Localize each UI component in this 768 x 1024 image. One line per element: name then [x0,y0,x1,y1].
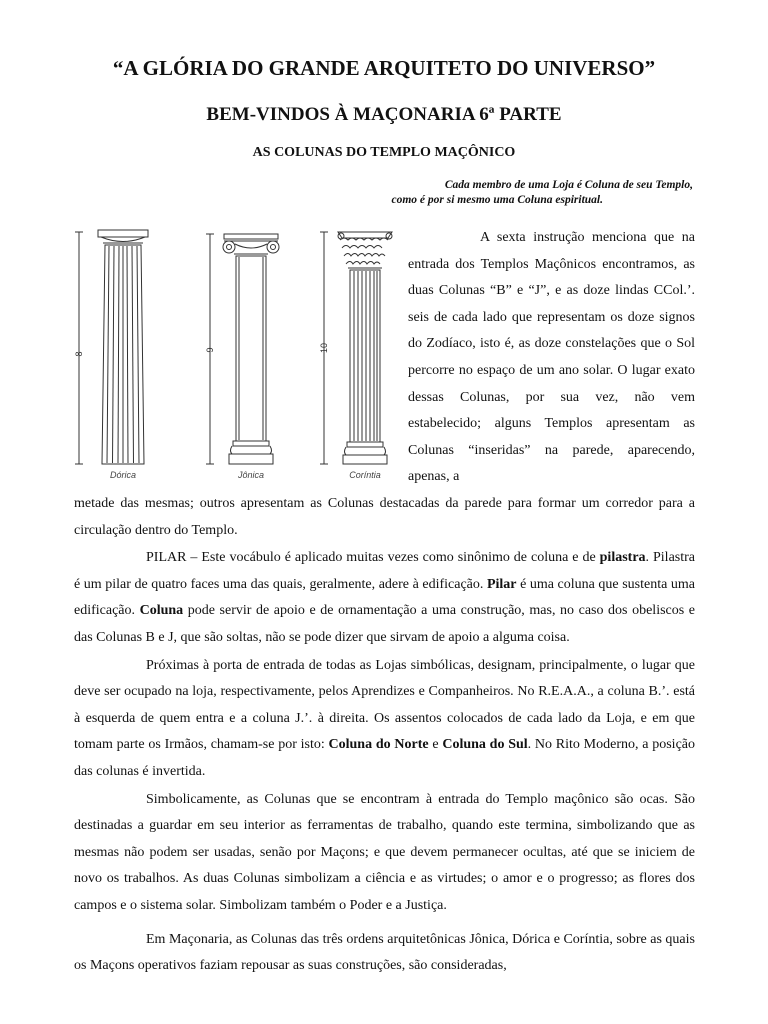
corinthian-caption: Coríntia [349,470,381,480]
paragraph-pilar [74,545,695,651]
paragraph-continuation: metade das mesmas; outros apresentam as Colunas destacadas da parede para formar um corredor para a circulação dentro do Templo. [74,496,695,538]
epigraph [360,178,693,208]
section-title: AS COLUNAS DO TEMPLO MAÇÔNICO [252,145,516,160]
bold-term-pilar: Pilar [486,576,517,592]
bold-term-coluna-do-sul: Coluna do Sul [442,737,528,753]
corinthian-column-drawing [320,232,392,464]
intro-paragraph: A sexta instrução menciona que na entrada dos Templos Maçônicos encontramos, as duas Colunas “B” e “J”, e as doze lindas CCol.’. seis de cada lado que representam os doze signos do Zodíaco, isto é, as doze constelações que o Sol percorre no espaço de um ano solar. O lugar exato dessas Colunas, por sua vez, não vem estabelecido; alguns Templos apresentam as Colunas “inseridas” na parede, aparecendo, apenas, a [408,230,695,485]
body-text [74,491,695,980]
paragraph-ordens: Em Maçonaria, as Colunas das três ordens arquitetônicas Jônica, Dórica e Coríntia, sobre as quais os Maçons operativos faziam repousar as suas construções, são consideradas, [74,931,695,974]
text-run: Próximas à porta de entrada de todas as Lojas simbólicas, designam, principalmente, o lugar que deve ser ocupado na loja, respectivamente, pelos Aprendizes e Companheiros. No R.E.A.A., a coluna B.’. está à esquerda de quem entra e a coluna J.’. à direita. Os assentos colocados de cada lado da Loja, e em que tomam parte os Irmãos, chamam-se por isto: [74,657,695,753]
doric-dimension: 8 [74,351,84,357]
text-run: PILAR – Este vocábulo é aplicado muitas vezes como sinônimo de coluna e de [146,550,600,566]
ionic-caption: Jônica [237,470,265,480]
epigraph-line-2: como é por si mesmo uma Coluna espiritual. [391,194,603,206]
ionic-column-drawing [206,234,279,464]
bold-term-coluna: Coluna [139,603,184,619]
ionic-dimension: 9 [205,347,215,353]
text-run: e [428,737,443,753]
bold-term-coluna-do-norte: Coluna do Norte [328,737,429,753]
text-run: é uma coluna que sustenta uma edificação. [74,576,695,619]
subtitle: BEM-VINDOS À MAÇONARIA 6ª PARTE [206,104,562,125]
doric-caption: Dórica [109,470,137,480]
paragraph-lojas [74,653,695,786]
epigraph-line-1: Cada membro de uma Loja é Coluna de seu Templo, [444,179,693,191]
text-run: pode servir de apoio e de ornamentação a uma construção, mas, no caso dos obeliscos e das Colunas B e J, que são soltas, não se pode dizer que sirvam de apoio a alguma coisa. [74,603,695,645]
text-run: . No Rito Moderno, a posição das colunas é invertida. [74,737,695,779]
columns-figure [74,226,396,484]
corinthian-dimension: 10 [319,342,329,354]
paragraph-simbolicamente: Simbolicamente, as Colunas que se encontram à entrada do Templo maçônico são ocas. São destinadas a guardar em seu interior as ferramentas de trabalho, quando este termina, simbolizando que as mesmas não podem ser usadas, senão por Maçons; e que devem permanecer ocultas, até que se iniciem de novo os trabalhos. As duas Colunas simbolizam a ciência e as virtudes; o amor e o progresso; as flores dos campos e o sistema solar. Simbolizam também o Poder e a Justiça. [74,791,695,913]
doric-column-drawing [75,230,148,464]
columns-illustration [74,226,396,484]
side-paragraph [408,225,695,491]
bold-term-pilastra: pilastra [599,550,646,566]
text-run: . Pilastra é um pilar de quatro faces uma das quais, geralmente, adere à edificação. [74,550,695,592]
main-title: “A GLÓRIA DO GRANDE ARQUITETO DO UNIVERSO” [112,56,656,80]
